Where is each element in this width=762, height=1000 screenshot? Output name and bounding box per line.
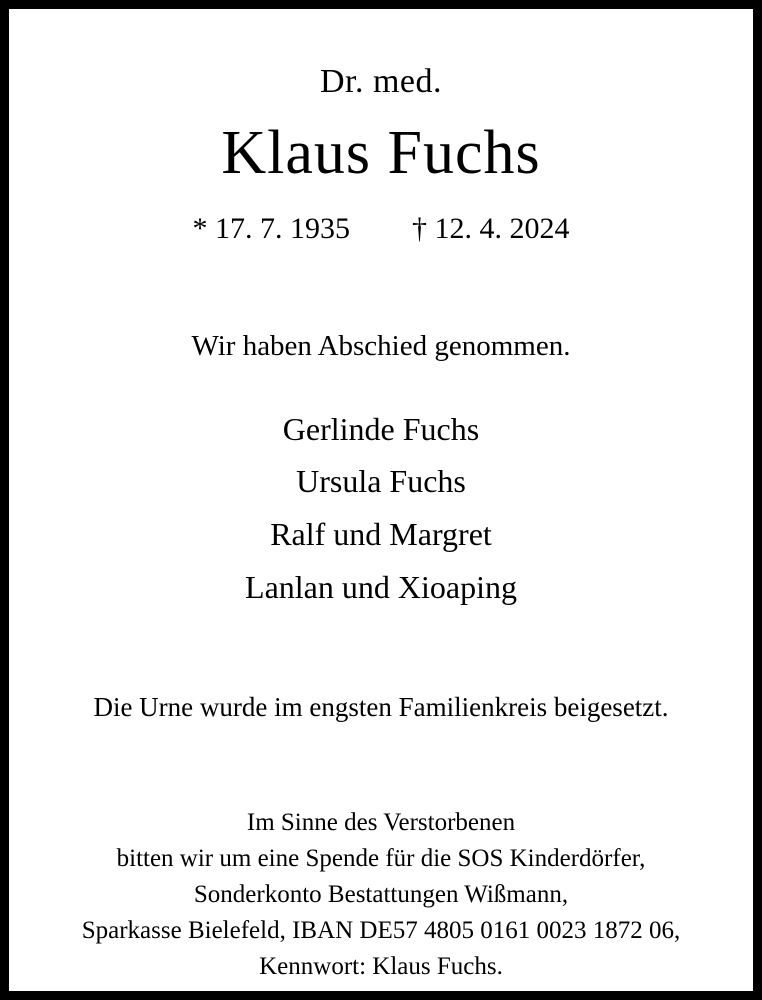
list-item: Gerlinde Fuchs xyxy=(282,410,480,447)
donation-line: Sonderkonto Bestattungen Wißmann, xyxy=(193,880,569,908)
farewell-message: Wir haben Abschied genommen. xyxy=(191,329,571,362)
donation-line: Kennwort: Klaus Fuchs. xyxy=(259,952,503,980)
birth-date: * 17. 7. 1935 xyxy=(192,211,350,245)
list-item: Lanlan und Xioaping xyxy=(245,569,517,606)
mourners-list xyxy=(37,403,725,614)
donation-line: Im Sinne des Verstorbenen xyxy=(246,808,516,836)
obituary-content xyxy=(9,9,753,991)
donation-line: bitten wir um eine Spende für die SOS Kinderdörfer, xyxy=(116,844,646,872)
list-item: Ralf und Margret xyxy=(270,516,492,553)
deceased-name: Klaus Fuchs xyxy=(221,119,541,188)
burial-note: Die Urne wurde im engsten Familienkreis beigesetzt. xyxy=(93,691,669,722)
death-date: † 12. 4. 2024 xyxy=(412,211,570,245)
list-item: Ursula Fuchs xyxy=(296,463,466,500)
name-prefix: Dr. med. xyxy=(319,63,443,100)
donation-line: Sparkasse Bielefeld, IBAN DE57 4805 0161 0023 1872 06, xyxy=(81,916,681,944)
life-dates xyxy=(37,212,725,246)
donation-note xyxy=(37,805,725,985)
